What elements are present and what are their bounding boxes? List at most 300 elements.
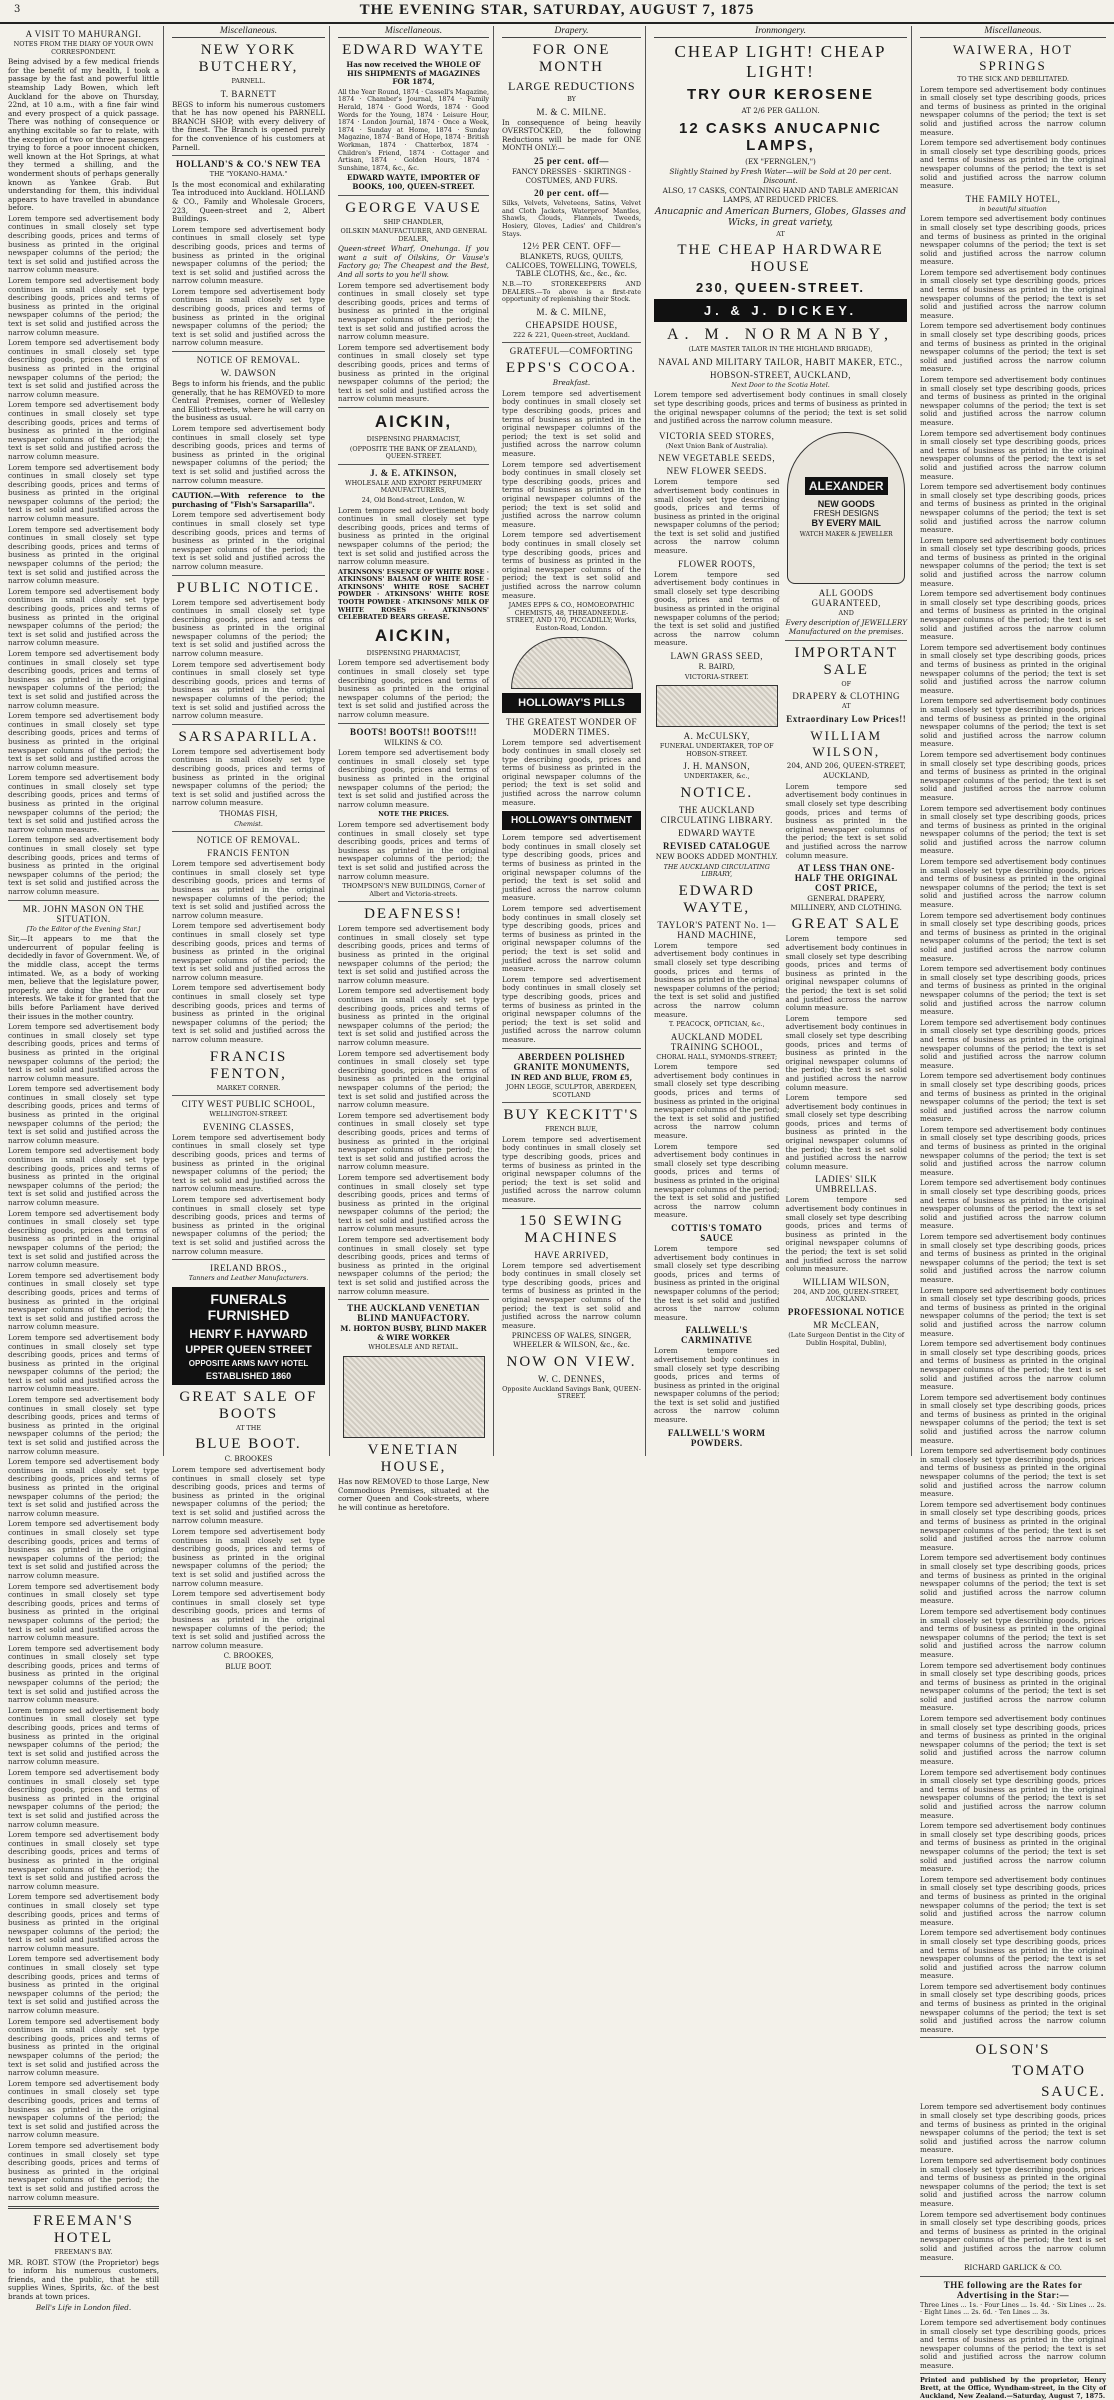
ad-body-continued: Lorem tempore sed advertisement body continues in small closely set type describing goods, prices and terms of business as printed in the original newspaper columns of the period; the text is set solid and justified across the narrow column measure. bbox=[172, 1527, 325, 1588]
ad-body-continued: Lorem tempore sed advertisement body continues in small closely set type describing goods, prices and terms of business as printed in the original newspaper columns of the period; the text is set solid and justified across the narrow column measure. bbox=[654, 1062, 780, 1141]
ad-body-continued: Lorem tempore sed advertisement body continues in small closely set type describing goods, prices and terms of business as printed in the original newspaper columns of the period; the text is set solid and justified across the narrow column measure. bbox=[920, 803, 1106, 856]
ad-body-continued: Lorem tempore sed advertisement body continues in small closely set type describing goods, prices and terms of business as printed in the original newspaper columns of the period; the text is set solid and justified across the narrow column measure. bbox=[920, 1285, 1106, 1338]
article-body-continued: Lorem tempore sed advertisement body continues in small closely set type describing goods, prices and terms of business as printed in the original newspaper columns of the period; the text is set solid and justified across the narrow column measure. bbox=[8, 524, 159, 586]
ad-address: THOMPSON'S NEW BUILDINGS, Corner of Albert and Victoria-streets. bbox=[342, 882, 485, 898]
ad-name: W. DAWSON bbox=[220, 368, 277, 379]
ad-subtitle: AT THE bbox=[235, 1423, 262, 1432]
ad-body-continued: Lorem tempore sed advertisement body continues in small closely set type describing goods, prices and terms of business as printed in the original newspaper columns of the period; the text is set solid and justified across the narrow column measure. bbox=[338, 986, 489, 1047]
ad-name: R. BAIRD, bbox=[698, 662, 735, 671]
ad-edward-wayte-2: EDWARD WAYTE, bbox=[678, 882, 755, 916]
ad-body-continued: Lorem tempore sed advertisement body continues in small closely set type describing goods, prices and terms of business as printed in the original newspaper columns of the period; the text is set solid and justified across the narrow column measure. bbox=[920, 857, 1106, 910]
ad-body-continued: Lorem tempore sed advertisement body continues in small closely set type describing goods, prices and terms of business as printed in the original newspaper columns of the period; the text is set solid and justified across the narrow column measure. bbox=[920, 2102, 1106, 2155]
ad-william-wilson-2: WILLIAM WILSON, bbox=[802, 1276, 890, 1287]
ad-body-continued: Lorem tempore sed advertisement body continues in small closely set type describing goods, prices and terms of business as printed in the original newspaper columns of the period; the text is set solid and justified across the narrow column measure. bbox=[920, 214, 1106, 267]
ad-body-continued: Lorem tempore sed advertisement body continues in small closely set type describing goods, prices and terms of business as printed in the original newspaper columns of the period; the text is set solid and justified across the narrow column measure. bbox=[920, 428, 1106, 481]
ad-body-continued: Lorem tempore sed advertisement body continues in small closely set type describing goods, prices and terms of business as printed in the original newspaper columns of the period; the text is set solid and justified across the narrow column measure. bbox=[172, 597, 325, 659]
ad-holloways-ointment: HOLLOWAY'S OINTMENT bbox=[502, 811, 641, 830]
ad-magazine-list: All the Year Round, 1874 · Cassell's Magazine, 1874 · Chamber's Journal, 1874 · Family Herald, 1874 · Good Words, 1874 · Good Words for the Young, 1874 · Leisure Hour, 1874 · London Journal, 1874 · Once a Week, 1874 · Sunday at Home, 1874 · Sunday Magazine, 1874 · Band of Hope, 1874 · British Workman, 1874 · Chatterbox, 1874 · Children's Friend, 1874 · Cottager and Artisan, 1874 · Golden Hours, 1874 · Sunshine, 1874, &c., &c. bbox=[338, 87, 489, 172]
ad-body-continued: Lorem tempore sed advertisement body continues in small closely set type describing goods, prices and terms of business as printed in the original newspaper columns of the period; the text is set solid and justified across the narrow column measure. bbox=[920, 375, 1106, 427]
ad-items-12: BLANKETS, RUGS, QUILTS, CALICOES, TOWELLING, TOWELS, TABLE CLOTHS, &c., &c., &c. bbox=[505, 252, 638, 279]
ad-body-continued: Lorem tempore sed advertisement body continues in small closely set type describing goods, prices and terms of business as printed in the original newspaper columns of the period; the text is set solid and justified across the narrow column measure. bbox=[920, 321, 1106, 374]
ad-large-reductions: LARGE REDUCTIONS bbox=[508, 79, 635, 93]
ad-body-continued: Lorem tempore sed advertisement body continues in small closely set type describing goods, prices and terms of business as printed in the original newspaper columns of the period; the text is set solid and justified across the narrow column measure. bbox=[172, 1589, 325, 1650]
ad-try-kerosene: TRY OUR KEROSENE bbox=[686, 86, 875, 103]
article-body-continued: Lorem tempore sed advertisement body continues in small closely set type describing goods, prices and terms of business as printed in the original newspaper columns of the period; the text is set solid and justified across the narrow column measure. bbox=[8, 586, 159, 648]
ad-important-sale: IMPORTANT SALE bbox=[794, 644, 898, 678]
article-2-subtitle: [To the Editor of the Evening Star.] bbox=[26, 924, 141, 933]
ad-at: AT bbox=[776, 229, 785, 238]
ad-library: THE AUCKLAND CIRCULATING LIBRARY. bbox=[660, 804, 773, 825]
ad-tomato: TOMATO bbox=[1012, 2063, 1086, 2080]
ad-blue-boot: BLUE BOOT. bbox=[195, 1436, 302, 1453]
ad-body-continued: Lorem tempore sed advertisement body continues in small closely set type describing goods, prices and terms of business as printed in the original newspaper columns of the period; the text is set solid and justified across the narrow column measure. bbox=[785, 1093, 907, 1171]
article-2-body-continued: Lorem tempore sed advertisement body continues in small closely set type describing goods, prices and terms of business as printed in the original newspaper columns of the period; the text is set solid and justified across the narrow column measure. bbox=[8, 2078, 159, 2140]
ad-name: EDWARD WAYTE bbox=[678, 827, 756, 838]
ad-body-continued: Lorem tempore sed advertisement body continues in small closely set type describing goods, prices and terms of business as printed in the original newspaper columns of the period; the text is set solid and justified across the narrow column measure. bbox=[920, 1767, 1106, 1820]
ad-body-continued: Lorem tempore sed advertisement body continues in small closely set type describing goods, prices and terms of business as printed in the original newspaper columns of the period; the text is set solid and justified across the narrow column measure. bbox=[920, 1392, 1106, 1445]
article-2-body-continued: Lorem tempore sed advertisement body continues in small closely set type describing goods, prices and terms of business as printed in the original newspaper columns of the period; the text is set solid and justified across the narrow column measure. bbox=[8, 1768, 159, 1829]
ad-name: WILKINS & CO. bbox=[384, 737, 443, 747]
ad-body-continued: Lorem tempore sed advertisement body continues in small closely set type describing goods, prices and terms of business as printed in the original newspaper columns of the period; the text is set solid and justified across the narrow column measure. bbox=[338, 1048, 489, 1110]
ad-body-continued: Lorem tempore sed advertisement body continues in small closely set type describing goods, prices and terms of business as printed in the original newspaper columns of the period; the text is set solid and justified across the narrow column measure. bbox=[920, 1928, 1106, 1981]
ad-william-wilson: WILLIAM WILSON, bbox=[810, 727, 883, 759]
ad-jewellery: Every description of JEWELLERY Manufactured on the premises. bbox=[785, 618, 907, 636]
ad-slightly-stained: Slightly Stained by Fresh Water—will be Sold at 20 per cent. Discount. bbox=[669, 167, 892, 185]
ad-aickin: AICKIN, bbox=[374, 411, 453, 431]
emblem-new-goods: NEW GOODS bbox=[817, 499, 875, 510]
ad-burners-wicks: Anucapnic and American Burners, Globes, Glasses and Wicks, in great variety, bbox=[654, 206, 906, 228]
ad-footer-sub: BLUE BOOT. bbox=[225, 1661, 272, 1671]
ad-body-continued: Lorem tempore sed advertisement body continues in small closely set type describing goods, prices and terms of business as printed in the original newspaper columns of the period; the text is set solid and justified across the narrow column measure. bbox=[172, 983, 325, 1045]
ad-body-continued: Lorem tempore sed advertisement body continues in small closely set type describing goods, prices and terms of business as printed in the original newspaper columns of the period; the text is set solid and justified across the narrow column measure. bbox=[654, 390, 907, 426]
ad-name: M. & C. MILNE, bbox=[536, 306, 607, 317]
ad-body: Begs to inform his friends, and the public generally, that he has REMOVED to more Central Premises, corner of Wellesley and Elliott-streets, where he will carry on the business as usual. bbox=[172, 379, 325, 423]
article-2-body-continued: Lorem tempore sed advertisement body continues in small closely set type describing goods, prices and terms of business as printed in the original newspaper columns of the period; the text is set solid and justified across the narrow column measure. bbox=[8, 1332, 159, 1394]
ad-address: VICTORIA-STREET. bbox=[684, 672, 749, 681]
emblem-watch-maker: WATCH MAKER & JEWELLER bbox=[799, 531, 893, 539]
ad-by: BY bbox=[567, 95, 576, 103]
ad-half-cost: AT LESS THAN ONE-HALF THE ORIGINAL COST PRICE, bbox=[794, 863, 898, 894]
ad-body: BEGS to inform his numerous customers that he has now opened his PARNELL BRANCH SHOP, with every delivery of the finest. The Branch is opened purely for the convenience of his customers at Parnell. bbox=[172, 99, 325, 152]
split-right bbox=[785, 428, 907, 1450]
ad-body-continued: Lorem tempore sed advertisement body continues in small closely set type describing goods, prices and terms of business as printed in the original newspaper columns of the period; the text is set solid and justified across the narrow column measure. bbox=[338, 1110, 489, 1172]
ad-flower-seeds: NEW FLOWER SEEDS. bbox=[666, 466, 767, 477]
ad-professional-notice: PROFESSIONAL NOTICE bbox=[787, 1306, 905, 1317]
ad-address: EDWARD WAYTE, IMPORTER OF BOOKS, 100, QUEEN-STREET. bbox=[347, 173, 480, 191]
ad-subtitle: (Next Union Bank of Australia). bbox=[665, 441, 768, 450]
ad-funerals-address: UPPER QUEEN STREET bbox=[185, 1343, 312, 1356]
ad-family-hotel: THE FAMILY HOTEL, bbox=[965, 193, 1061, 204]
ad-public-notice: PUBLIC NOTICE. bbox=[176, 579, 321, 596]
ad-american-lamps: ALSO, 17 CASKS, CONTAINING HAND AND TABLE AMERICAN LAMPS, AT REDUCED PRICES. bbox=[662, 186, 899, 204]
ad-name: FRANCIS FENTON bbox=[207, 848, 290, 859]
ad-sauce: SAUCE. bbox=[1041, 2084, 1106, 2101]
ad-evening-classes: EVENING CLASSES, bbox=[202, 1121, 294, 1132]
ad-flower-roots: FLOWER ROOTS, bbox=[677, 558, 756, 569]
ad-francis-fenton: FRANCIS FENTON, bbox=[209, 1048, 288, 1082]
ad-rates: THE following are the Rates for Advertising in the Star:— bbox=[943, 2279, 1083, 2300]
ad-edward-wayte: EDWARD WAYTE bbox=[342, 42, 485, 58]
ad-address: JAMES EPPS & CO., HOMOEOPATHIC CHEMISTS, 48, THREADNEEDLE-STREET, AND 170, PICCADILLY; Works, Euston-Road, London. bbox=[506, 601, 637, 632]
ad-name: T. PEACOCK, OPTICIAN, &c., bbox=[668, 1020, 765, 1029]
ad-body-continued: Lorem tempore sed advertisement body continues in small closely set type describing goods, prices and terms of business as printed in the original newspaper columns of the period; the text is set solid and justified across the narrow column measure. bbox=[920, 2156, 1106, 2208]
column-heading: Ironmongery. bbox=[654, 26, 907, 38]
venetian-house-illustration bbox=[343, 1356, 485, 1438]
ad-now-on-view: NOW ON VIEW. bbox=[506, 1353, 637, 1370]
ad-body-continued: Lorem tempore sed advertisement body continues in small closely set type describing goods, prices and terms of business as printed in the original newspaper columns of the period; the text is set solid and justified across the narrow column measure. bbox=[920, 1446, 1106, 1499]
ad-subtitle: FRENCH BLUE, bbox=[545, 1125, 598, 1134]
page-number: 3 bbox=[14, 4, 21, 15]
ad-of: OF bbox=[841, 679, 852, 688]
footer-note: Bell's Life in London filed. bbox=[35, 2302, 132, 2312]
ad-name: M. & C. MILNE. bbox=[536, 106, 607, 117]
ad-new-york-butchery: NEW YORK BUTCHERY, bbox=[198, 42, 299, 75]
ad-body-continued: Lorem tempore sed advertisement body continues in small closely set type describing goods, prices and terms of business as printed in the original newspaper columns of the period; the text is set solid and justified across the narrow column measure. bbox=[654, 477, 780, 556]
ad-normanby: A. M. NORMANBY, bbox=[666, 326, 895, 344]
ad-body-continued: Lorem tempore sed advertisement body continues in small closely set type describing goods, prices and terms of business as printed in the original newspaper columns of the period; the text is set solid and justified across the narrow column measure. bbox=[920, 2209, 1106, 2262]
ad-j-j-dickey: J. & J. DICKEY. bbox=[654, 299, 907, 322]
ad-body-continued: Lorem tempore sed advertisement body continues in small closely set type describing goods, prices and terms of business as printed in the original newspaper columns of the period; the text is set solid and justified across the narrow column measure. bbox=[920, 1660, 1106, 1713]
column-5 bbox=[650, 26, 912, 1456]
ad-body-continued: Lorem tempore sed advertisement body continues in small closely set type describing goods, prices and terms of business as printed in the original newspaper columns of the period; the text is set solid and justified across the narrow column measure. bbox=[785, 934, 907, 1013]
ad-address-2: 222 & 221, Queen-street, Auckland. bbox=[513, 330, 630, 339]
ad-body-continued: Lorem tempore sed advertisement body continues in small closely set type describing goods, prices and terms of business as printed in the original newspaper columns of the period; the text is set solid and justified across the narrow column measure. bbox=[920, 1017, 1106, 1070]
ad-body-continued: Lorem tempore sed advertisement body continues in small closely set type describing goods, prices and terms of business as printed in the original newspaper columns of the period; the text is set solid and justified across the narrow column measure. bbox=[502, 974, 641, 1044]
ad-body: Is the most economical and exhilarating Tea introduced into Auckland. HOLLAND & CO., Family and Wholesale Grocers, 223, Queen-street and 2, Albert Buildings. bbox=[172, 179, 325, 224]
ad-body-continued: Lorem tempore sed advertisement body continues in small closely set type describing goods, prices and terms of business as printed in the original newspaper columns of the period; the text is set solid and justified across the narrow column measure. bbox=[172, 1194, 325, 1256]
ad-body-continued: Lorem tempore sed advertisement body continues in small closely set type describing goods, prices and terms of business as printed in the original newspaper columns of the period; the text is set solid and justified across the narrow column measure. bbox=[338, 1172, 489, 1234]
ad-name: THOMAS FISH, bbox=[219, 808, 278, 818]
ad-product-list: ATKINSONS' ESSENCE OF WHITE ROSE · ATKINSONS' BALSAM OF WHITE ROSE · ATKINSONS' WHITE ROSE SACHET POWDER · ATKINSONS' WHITE ROSE TOOTH POWDER · ATKINSONS' MILK OF WHITE ROSES · ATKINSONS' CELEBRATED BEARS GREASE. bbox=[338, 567, 489, 622]
column-heading: Miscellaneous. bbox=[338, 26, 489, 38]
article-body-continued: Lorem tempore sed advertisement body continues in small closely set type describing goods, prices and terms of business as printed in the original newspaper columns of the period; the text is set solid and justified across the narrow column measure. bbox=[8, 462, 159, 524]
ad-great-sale-boots: GREAT SALE OF BOOTS bbox=[179, 1388, 318, 1422]
ad-body-continued: Lorem tempore sed advertisement body continues in small closely set type describing goods, prices and terms of business as printed in the original newspaper columns of the period; the text is set solid and justified across the narrow column measure. bbox=[920, 1714, 1106, 1767]
ad-manson: J. H. MANSON, bbox=[683, 761, 751, 772]
ad-kerosene-price: AT 2/6 PER GALLON. bbox=[741, 106, 820, 115]
ad-freemans-hotel-body: MR. ROBT. STOW (the Proprietor) begs to inform his numerous customers, friends, and the public, that he still supplies Wines, Spirits, &c. of the best brands at town prices. bbox=[8, 2257, 159, 2302]
ad-body-continued: Lorem tempore sed advertisement body continues in small closely set type describing goods, prices and terms of business as printed in the original newspaper columns of the period; the text is set solid and justified across the narrow column measure. bbox=[920, 267, 1106, 320]
ad-body-continued: Lorem tempore sed advertisement body continues in small closely set type describing goods, prices and terms of business as printed in the original newspaper columns of the period; the text is set solid and justified across the narrow column measure. bbox=[920, 1178, 1106, 1231]
ad-body-continued: Lorem tempore sed advertisement body continues in small closely set type describing goods, prices and terms of business as printed in the original newspaper columns of the period; the text is set solid and justified across the narrow column measure. bbox=[338, 924, 489, 985]
ad-breakfast: Breakfast. bbox=[552, 378, 591, 388]
ad-subtitle: WHOLESALE AND EXPORT PERFUMERY MANUFACTURERS, bbox=[345, 478, 482, 495]
ad-new-books: NEW BOOKS ADDED MONTHLY. bbox=[655, 851, 778, 861]
ad-anucapnic-lamps: 12 CASKS ANUCAPNIC LAMPS, bbox=[679, 119, 882, 154]
article-2-title: MR. JOHN MASON ON THE SITUATION. bbox=[22, 903, 145, 924]
ad-body-continued: Lorem tempore sed advertisement body continues in small closely set type describing goods, prices and terms of business as printed in the original newspaper columns of the period; the text is set solid and justified across the narrow column measure. bbox=[920, 1874, 1106, 1927]
ad-body-continued: Lorem tempore sed advertisement body continues in small closely set type describing goods, prices and terms of business as printed in the original newspaper columns of the period; the text is set solid and justified across the narrow column measure. bbox=[920, 1606, 1106, 1659]
ad-sewing-machines: 150 SEWING MACHINES bbox=[519, 1212, 624, 1246]
ad-cheap-light: CHEAP LIGHT! CHEAP LIGHT! bbox=[674, 42, 887, 81]
ad-discount-12: 12½ PER CENT. OFF— bbox=[522, 241, 621, 252]
split-left bbox=[654, 428, 779, 1450]
ad-body-continued: Lorem tempore sed advertisement body continues in small closely set type describing goods, prices and terms of business as printed in the original newspaper columns of the period; the text is set solid and justified across the narrow column measure. bbox=[654, 1141, 780, 1220]
article-2-body-continued: Lorem tempore sed advertisement body continues in small closely set type describing goods, prices and terms of business as printed in the original newspaper columns of the period; the text is set solid and justified across the narrow column measure. bbox=[8, 1146, 159, 1207]
article-2-body-continued: Lorem tempore sed advertisement body continues in small closely set type describing goods, prices and terms of business as printed in the original newspaper columns of the period; the text is set solid and justified across the narrow column measure. bbox=[8, 1270, 159, 1332]
article-2-body-continued: Lorem tempore sed advertisement body continues in small closely set type describing goods, prices and terms of business as printed in the original newspaper columns of the period; the text is set solid and justified across the narrow column measure. bbox=[8, 1519, 159, 1580]
ad-address: CHEAPSIDE HOUSE, bbox=[525, 319, 618, 330]
ad-body-continued: Lorem tempore sed advertisement body continues in small closely set type describing goods, prices and terms of business as printed in the original newspaper columns of the period; the text is set solid and justified across the narrow column measure. bbox=[172, 510, 325, 571]
ad-body-continued: Lorem tempore sed advertisement body continues in small closely set type describing goods, prices and terms of business as printed in the original newspaper columns of the period; the text is set solid and justified across the narrow column measure. bbox=[920, 1821, 1106, 1874]
ad-drapery-clothing: DRAPERY & CLOTHING bbox=[792, 691, 901, 702]
ad-name: JOHN LEGGE, SCULPTOR, ABERDEEN, SCOTLAND bbox=[506, 1083, 637, 1099]
article-2-body: Sir,—It appears to me that the undercurrent of popular feeling is decidedly in favor of Government. We, of the middle class, accept the terms intimated. We, as a body of working men, believe that the legislature power, properly, are doing the best for our interests. We take it for granted that the bills before Parliament have derived their issues in the mother country. bbox=[8, 934, 159, 1021]
article-body-continued: Lorem tempore sed advertisement body continues in small closely set type describing goods, prices and terms of business as printed in the original newspaper columns of the period; the text is set solid and justified across the narrow column measure. bbox=[8, 213, 159, 275]
ad-body-continued: Lorem tempore sed advertisement body continues in small closely set type describing goods, prices and terms of business as printed in the original newspaper columns of the period; the text is set solid and justified across the narrow column measure. bbox=[920, 2317, 1106, 2370]
ad-ex-fernglen: (EX "FERNGLEN,") bbox=[745, 156, 816, 166]
ad-body-continued: Lorem tempore sed advertisement body continues in small closely set type describing goods, prices and terms of business as printed in the original newspaper columns of the period; the text is set solid and justified across the narrow column measure. bbox=[920, 1981, 1106, 2034]
ad-notice-removal-fenton: NOTICE OF REMOVAL. bbox=[196, 835, 301, 846]
ad-venetian-blind: THE AUCKLAND VENETIAN BLIND MANUFACTORY. bbox=[347, 1303, 480, 1324]
ad-silk-umbrellas: LADIES' SILK UMBRELLAS. bbox=[815, 1174, 878, 1195]
ad-body-continued: Lorem tempore sed advertisement body continues in small closely set type describing goods, prices and terms of business as printed in the original newspaper columns of the period; the text is set solid and justified across the narrow column measure. bbox=[654, 569, 780, 648]
ad-hardware-address: 230, QUEEN-STREET. bbox=[696, 280, 865, 296]
ad-ireland-bros: IRELAND BROS., bbox=[210, 1263, 287, 1274]
ad-funerals-established: ESTABLISHED 1860 bbox=[205, 1370, 292, 1381]
ad-body-continued: Lorem tempore sed advertisement body continues in small closely set type describing goods, prices and terms of business as printed in the original newspaper columns of the period; the text is set solid and justified across the narrow column measure. bbox=[338, 658, 489, 719]
ad-body-continued: Lorem tempore sed advertisement body continues in small closely set type describing goods, prices and terms of business as printed in the original newspaper columns of the period; the text is set solid and justified across the narrow column measure. bbox=[172, 1464, 325, 1526]
ad-body-continued: Lorem tempore sed advertisement body continues in small closely set type describing goods, prices and terms of business as printed in the original newspaper columns of the period; the text is set solid and justified across the narrow column measure. bbox=[920, 84, 1106, 137]
ad-freemans-hotel-sub: FREEMAN'S BAY. bbox=[54, 2248, 113, 2257]
ad-machine-list: PRINCESS OF WALES, SINGER, WHEELER & WILSON, &c., &c. bbox=[511, 1331, 632, 1349]
article-2-body-continued: Lorem tempore sed advertisement body continues in small closely set type describing goods, prices and terms of business as printed in the original newspaper columns of the period; the text is set solid and justified across the narrow column measure. bbox=[8, 1208, 159, 1270]
ad-body-continued: Lorem tempore sed advertisement body continues in small closely set type describing goods, prices and terms of business as printed in the original newspaper columns of the period; the text is set solid and justified across the narrow column measure. bbox=[502, 1134, 641, 1205]
ad-subtitle: TO THE SICK AND DEBILITATED. bbox=[957, 75, 1069, 83]
ad-model-training-school: AUCKLAND MODEL TRAINING SCHOOL, bbox=[670, 1031, 763, 1052]
column-heading: Drapery. bbox=[502, 26, 641, 38]
imprint: Printed and published by the proprietor, Henry Brett, at the Office, Wyndham-street, in the City of Auckland, New Zealand.—Saturday, August 7, 1875. bbox=[920, 2376, 1106, 2400]
ad-body-continued: Lorem tempore sed advertisement body continues in small closely set type describing goods, prices and terms of business as printed in the original newspaper columns of the period; the text is set solid and justified across the narrow column measure. bbox=[920, 535, 1106, 588]
column-2 bbox=[168, 26, 330, 1671]
ad-name: W. C. DENNES, bbox=[538, 1373, 605, 1384]
ad-epps-cocoa: EPPS'S COCOA. bbox=[505, 360, 638, 377]
column-4 bbox=[498, 26, 646, 1456]
article-title: A VISIT TO MAHURANGI. bbox=[25, 29, 142, 39]
ad-taylors-patent: TAYLOR'S PATENT No. 1—HAND MACHINE, bbox=[657, 919, 777, 940]
article-2-body-continued: Lorem tempore sed advertisement body continues in small closely set type describing goods, prices and terms of business as printed in the original newspaper columns of the period; the text is set solid and justified across the narrow column measure. bbox=[8, 1954, 159, 2016]
split-section bbox=[654, 428, 907, 1450]
ad-body-continued: Lorem tempore sed advertisement body continues in small closely set type describing goods, prices and terms of business as printed in the original newspaper columns of the period; the text is set solid and justified across the narrow column measure. bbox=[172, 659, 325, 721]
ad-subtitle: MARKET CORNER. bbox=[216, 1083, 281, 1092]
ad-role: Chemist. bbox=[234, 819, 263, 828]
ad-subtitle: WHOLESALE AND RETAIL. bbox=[368, 1343, 459, 1352]
article-2-body-continued: Lorem tempore sed advertisement body continues in small closely set type describing goods, prices and terms of business as printed in the original newspaper columns of the period; the text is set solid and justified across the narrow column measure. bbox=[8, 1705, 159, 1767]
ad-tailor: NAVAL AND MILITARY TAILOR, HABIT MAKER, ETC., bbox=[658, 356, 903, 367]
ad-address: 204, AND 206, QUEEN-STREET, AUCKLAND. bbox=[793, 1287, 900, 1304]
article-2-body-continued: Lorem tempore sed advertisement body continues in small closely set type describing goods, prices and terms of business as printed in the original newspaper columns of the period; the text is set solid and justified across the narrow column measure. bbox=[8, 1643, 159, 1705]
article-2-body-continued: Lorem tempore sed advertisement body continues in small closely set type describing goods, prices and terms of business as printed in the original newspaper columns of the period; the text is set solid and justified across the narrow column measure. bbox=[8, 1084, 159, 1145]
ad-subtitle: DISPENSING PHARMACIST, bbox=[366, 434, 461, 443]
ad-body-continued: Lorem tempore sed advertisement body continues in small closely set type describing goods, prices and terms of business as printed in the original newspaper columns of the period; the text is set solid and justified across the narrow column measure. bbox=[920, 749, 1106, 802]
article-body-continued: Lorem tempore sed advertisement body continues in small closely set type describing goods, prices and terms of business as printed in the original newspaper columns of the period; the text is set solid and justified across the narrow column measure. bbox=[8, 711, 159, 772]
ad-subtitle: in beautiful situation bbox=[979, 204, 1047, 213]
ad-for-one-month: FOR ONE MONTH bbox=[532, 42, 611, 75]
ad-freemans-hotel: FREEMAN'S HOTEL bbox=[33, 2213, 134, 2247]
ad-olsons: OLSON'S bbox=[975, 2042, 1051, 2059]
article-body-continued: Lorem tempore sed advertisement body continues in small closely set type describing goods, prices and terms of business as printed in the original newspaper columns of the period; the text is set solid and justified across the narrow column measure. bbox=[8, 648, 159, 710]
ad-body-continued: Lorem tempore sed advertisement body continues in small closely set type describing goods, prices and terms of business as printed in the original newspaper columns of the period; the text is set solid and justified across the narrow column measure. bbox=[920, 1499, 1106, 1552]
ad-lawn-grass: LAWN GRASS SEED, bbox=[670, 651, 763, 661]
ad-name: RICHARD GARLICK & CO. bbox=[964, 2263, 1062, 2273]
ad-name: C. BROOKES bbox=[224, 1454, 273, 1464]
ad-subtitle: OILSKIN MANUFACTURER, AND GENERAL DEALER, bbox=[340, 227, 487, 243]
article-2-body-continued: Lorem tempore sed advertisement body continues in small closely set type describing goods, prices and terms of business as printed in the original newspaper columns of the period; the text is set solid and justified across the narrow column measure. bbox=[8, 1830, 159, 1891]
ad-body-continued: Lorem tempore sed advertisement body continues in small closely set type describing goods, prices and terms of business as printed in the original newspaper columns of the period; the text is set solid and justified across the narrow column measure. bbox=[920, 482, 1106, 535]
ad-discount-25: 25 per cent. off— bbox=[534, 155, 609, 166]
ad-body-continued: Lorem tempore sed advertisement body continues in small closely set type describing goods, prices and terms of business as printed in the original newspaper columns of the period; the text is set solid and justified across the narrow column measure. bbox=[654, 1243, 780, 1322]
ad-name: T. BARNETT bbox=[220, 88, 277, 99]
ad-aickin-2: AICKIN, bbox=[374, 625, 453, 645]
alexander-watch-emblem bbox=[787, 432, 905, 584]
ad-note: NOTE THE PRICES. bbox=[378, 810, 449, 819]
ad-body: In consequence of being heavily OVERSTOCKED, the following Reductions will be made for ONE MONTH ONLY:— bbox=[502, 117, 641, 153]
ad-victoria-seed-stores: VICTORIA SEED STORES, bbox=[659, 430, 775, 441]
ad-notice: NOTICE. bbox=[680, 784, 754, 801]
ad-revised-catalogue: REVISED CATALOGUE bbox=[663, 840, 771, 851]
ad-body-continued: Lorem tempore sed advertisement body continues in small closely set type describing goods, prices and terms of business as printed in the original newspaper columns of the period; the text is set solid and justified across the narrow column measure. bbox=[502, 388, 641, 459]
article-2-body-continued: Lorem tempore sed advertisement body continues in small closely set type describing goods, prices and terms of business as printed in the original newspaper columns of the period; the text is set solid and justified across the narrow column measure. bbox=[8, 1457, 159, 1518]
ad-body-continued: Lorem tempore sed advertisement body continues in small closely set type describing goods, prices and terms of business as printed in the original newspaper columns of the period; the text is set solid and justified across the narrow column measure. bbox=[920, 1124, 1106, 1177]
article-body: Being advised by a few medical friends for the benefit of my health, I took a passage by the fast and powerful little steamship Lady Bowen, which left Auckland for the above on Thursday, 22nd, at 10 a.m., with a fine fair wind and every prospect of a quick passage. There was nothing of consequence or anything excitable so far to relate, with the exception of two or three passengers trying to force a poor innocent chicken, well known at the Hot Springs, at what they termed a shilling, and the wonderment shouts of perhaps generally known as Yankee Grab. But understanding for them, this individual appears to have travelled in abundance before. bbox=[8, 57, 159, 213]
ad-body-continued: Lorem tempore sed advertisement body continues in small closely set type describing goods, prices and terms of business as printed in the original newspaper columns of the period; the text is set solid and justified across the narrow column measure. bbox=[172, 921, 325, 982]
ad-body-continued: Lorem tempore sed advertisement body continues in small closely set type describing goods, prices and terms of business as printed in the original newspaper columns of the period; the text is set solid and justified across the narrow column measure. bbox=[920, 642, 1106, 695]
ad-body-continued: Lorem tempore sed advertisement body continues in small closely set type describing goods, prices and terms of business as printed in the original newspaper columns of the period; the text is set solid and justified across the narrow column measure. bbox=[172, 746, 325, 808]
ad-body-continued: Lorem tempore sed advertisement body continues in small closely set type describing goods, prices and terms of business as printed in the original newspaper columns of the period; the text is set solid and justified across the narrow column measure. bbox=[920, 589, 1106, 642]
ad-body-continued: Lorem tempore sed advertisement body continues in small closely set type describing goods, prices and terms of business as printed in the original newspaper columns of the period; the text is set solid and justified across the narrow column measure. bbox=[920, 1071, 1106, 1124]
ad-footer-name: C. BROOKES, bbox=[223, 1651, 274, 1661]
ad-body-continued: Lorem tempore sed advertisement body continues in small closely set type describing goods, prices and terms of business as printed in the original newspaper columns of the period; the text is set solid and justified across the narrow column measure. bbox=[920, 910, 1106, 963]
ad-fallwell-worm: FALLWELL'S WORM POWDERS. bbox=[667, 1427, 766, 1448]
ad-body-continued: Lorem tempore sed advertisement body continues in small closely set type describing goods, prices and terms of business as printed in the original newspaper columns of the period; the text is set solid and justified across the narrow column measure. bbox=[920, 964, 1106, 1017]
ad-body-continued: Lorem tempore sed advertisement body continues in small closely set type describing goods, prices and terms of business as printed in the original newspaper columns of the period; the text is set solid and justified across the narrow column measure. bbox=[172, 286, 325, 348]
ad-body-continued: Lorem tempore sed advertisement body continues in small closely set type describing goods, prices and terms of business as printed in the original newspaper columns of the period; the text is set solid and justified across the narrow column measure. bbox=[502, 1260, 641, 1330]
column-7 bbox=[916, 26, 1110, 2400]
ad-subtitle: (LATE MASTER TAILOR IN THE HIGHLAND BRIGADE), bbox=[688, 345, 873, 354]
ad-body-continued: Lorem tempore sed advertisement body continues in small closely set type describing goods, prices and terms of business as printed in the original newspaper columns of the period; the text is set solid and justified across the narrow column measure. bbox=[920, 696, 1106, 749]
ad-address: HOBSON-STREET, AUCKLAND, bbox=[709, 369, 852, 380]
ad-city-west-school: CITY WEST PUBLIC SCHOOL, bbox=[181, 1099, 316, 1110]
ad-subtitle: Tanners and Leather Manufacturers. bbox=[188, 1274, 309, 1283]
ad-funerals-address-2: OPPOSITE ARMS NAVY HOTEL bbox=[188, 1358, 309, 1368]
ad-body-continued: Lorem tempore sed advertisement body continues in small closely set type describing goods, prices and terms of business as printed in the original newspaper columns of the period; the text is set solid and justified across the narrow column measure. bbox=[785, 1195, 907, 1274]
ad-rates-list: Three Lines ... 1s. · Four Lines ... 1s. 4d. · Six Lines ... 2s. · Eight Lines ... 2s. 6d. · Ten Lines ... 3s. bbox=[920, 2300, 1106, 2317]
ad-waiwera-hot-springs: WAIWERA, HOT SPRINGS bbox=[952, 42, 1074, 73]
article-2-body-continued: Lorem tempore sed advertisement body continues in small closely set type describing goods, prices and terms of business as printed in the original newspaper columns of the period; the text is set solid and justified across the narrow column measure. bbox=[8, 2140, 159, 2202]
ad-subtitle: FUNERAL UNDERTAKER, TOP OF HOBSON-STREET. bbox=[659, 742, 774, 758]
ad-fallwell-carminative: FALLWELL'S CARMINATIVE bbox=[681, 1325, 753, 1346]
ad-subtitle: (OPPOSITE THE BANK OF ZEALAND), QUEEN-STREET. bbox=[349, 444, 478, 461]
ad-body-continued: Lorem tempore sed advertisement body continues in small closely set type describing goods, prices and terms of business as printed in the original newspaper columns of the period; the text is set solid and justified across the narrow column measure. bbox=[920, 1339, 1106, 1392]
article-body-continued: Lorem tempore sed advertisement body continues in small closely set type describing goods, prices and terms of business as printed in the original newspaper columns of the period; the text is set solid and justified across the narrow column measure. bbox=[8, 773, 159, 834]
ad-funerals-name: HENRY F. HAYWARD bbox=[189, 1326, 308, 1341]
ad-subtitle: M. HORTON BUSBY, BLIND MAKER & WIRE WORKER bbox=[340, 1324, 487, 1342]
ad-boots: BOOTS! BOOTS!! BOOTS!!! bbox=[349, 726, 478, 737]
ad-all-goods-guaranteed: ALL GOODS GUARANTEED, bbox=[811, 587, 881, 608]
ad-general-drapery: GENERAL DRAPERY, MILLINERY, AND CLOTHING. bbox=[790, 894, 902, 912]
article-2-body-continued: Lorem tempore sed advertisement body continues in small closely set type describing goods, prices and terms of business as printed in the original newspaper columns of the period; the text is set solid and justified across the narrow column measure. bbox=[8, 1022, 159, 1083]
ad-subtitle: (Late Surgeon Dentist in the City of Dublin Hospital, Dublin), bbox=[788, 1330, 905, 1347]
ad-body-continued: Lorem tempore sed advertisement body continues in small closely set type describing goods, prices and terms of business as printed in the original newspaper columns of the period; the text is set solid and justified across the narrow column measure. bbox=[785, 1013, 907, 1092]
ad-body-continued: Lorem tempore sed advertisement body continues in small closely set type describing goods, prices and terms of business as printed in the original newspaper columns of the period; the text is set solid and justified across the narrow column measure. bbox=[502, 530, 641, 600]
ad-greatest-wonder: THE GREATEST WONDER OF MODERN TIMES. bbox=[506, 716, 637, 737]
ad-body-continued: Lorem tempore sed advertisement body continues in small closely set type describing goods, prices and terms of business as printed in the original newspaper columns of the period; the text is set solid and justified across the narrow column measure. bbox=[654, 940, 780, 1019]
ad-body-continued: Lorem tempore sed advertisement body continues in small closely set type describing goods, prices and terms of business as printed in the original newspaper columns of the period; the text is set solid and justified across the narrow column measure. bbox=[338, 819, 489, 881]
ad-body: Has now REMOVED to those Large, New Commodious Premises, situated at the corner Queen and Cook-streets, where he will continue as heretofore. bbox=[338, 1477, 489, 1512]
ad-library-2: THE AUCKLAND CIRCULATING LIBRARY, bbox=[663, 862, 770, 879]
ad-subtitle: SHIP CHANDLER, bbox=[383, 217, 444, 226]
ad-subtitle: PARNELL. bbox=[231, 77, 266, 85]
ad-deafness: DEAFNESS! bbox=[364, 906, 463, 923]
ad-body-continued: Lorem tempore sed advertisement body continues in small closely set type describing goods, prices and terms of business as printed in the original newspaper columns of the period; the text is set solid and justified across the narrow column measure. bbox=[172, 1132, 325, 1194]
ad-body-continued: Lorem tempore sed advertisement body continues in small closely set type describing goods, prices and terms of business as printed in the original newspaper columns of the period; the text is set solid and justified across the narrow column measure. bbox=[338, 280, 489, 342]
ad-body-continued: Lorem tempore sed advertisement body continues in small closely set type describing goods, prices and terms of business as printed in the original newspaper columns of the period; the text is set solid and justified across the narrow column measure. bbox=[172, 424, 325, 485]
ad-body-continued: Lorem tempore sed advertisement body continues in small closely set type describing goods, prices and terms of business as printed in the original newspaper columns of the period; the text is set solid and justified across the narrow column measure. bbox=[920, 138, 1106, 191]
ad-body-continued: Lorem tempore sed advertisement body continues in small closely set type describing goods, prices and terms of business as printed in the original newspaper columns of the period; the text is set solid and justified across the narrow column measure. bbox=[502, 904, 641, 974]
emblem-alexander: ALEXANDER bbox=[805, 477, 888, 495]
ad-body-continued: Lorem tempore sed advertisement body continues in small closely set type describing goods, prices and terms of business as printed in the original newspaper columns of the period; the text is set solid and justified across the narrow column measure. bbox=[338, 505, 489, 567]
ad-mcculsky: A. McCULSKY, bbox=[683, 731, 750, 742]
ad-sarsaparilla: SARSAPARILLA. bbox=[178, 728, 319, 745]
ad-body-continued: Lorem tempore sed advertisement body continues in small closely set type describing goods, prices and terms of business as printed in the original newspaper columns of the period; the text is set solid and justified across the narrow column measure. bbox=[502, 833, 641, 903]
article-body-continued: Lorem tempore sed advertisement body continues in small closely set type describing goods, prices and terms of business as printed in the original newspaper columns of the period; the text is set solid and justified across the narrow column measure. bbox=[8, 338, 159, 399]
ad-cheap-hardware-house: THE CHEAP HARDWARE HOUSE bbox=[677, 242, 884, 276]
ad-body-continued: Lorem tempore sed advertisement body continues in small closely set type describing goods, prices and terms of business as printed in the original newspaper columns of the period; the text is set solid and justified across the narrow column measure. bbox=[502, 737, 641, 807]
ad-at: AT bbox=[841, 702, 851, 711]
article-2-body-continued: Lorem tempore sed advertisement body continues in small closely set type describing goods, prices and terms of business as printed in the original newspaper columns of the period; the text is set solid and justified across the narrow column measure. bbox=[8, 1395, 159, 1456]
ad-extraordinary-low-prices: Extraordinary Low Prices!! bbox=[786, 713, 907, 724]
ad-subtitle: WELLINGTON-STREET. bbox=[209, 1110, 288, 1119]
ad-subtitle: DISPENSING PHARMACIST, bbox=[366, 648, 461, 657]
ad-body-continued: Lorem tempore sed advertisement body continues in small closely set type describing goods, prices and terms of business as printed in the original newspaper columns of the period; the text is set solid and justified across the narrow column measure. bbox=[920, 1232, 1106, 1284]
ad-aberdeen-granite: ABERDEEN POLISHED GRANITE MONUMENTS, bbox=[513, 1051, 630, 1072]
article-body-continued: Lorem tempore sed advertisement body continues in small closely set type describing goods, prices and terms of business as printed in the original newspaper columns of the period; the text is set solid and justified across the narrow column measure. bbox=[8, 400, 159, 461]
masthead-title: THE EVENING STAR, SATURDAY, AUGUST 7, 1875 bbox=[359, 2, 755, 18]
ad-body-continued: Lorem tempore sed advertisement body continues in small closely set type describing goods, prices and terms of business as printed in the original newspaper columns of the period; the text is set solid and justified across the narrow column measure. bbox=[920, 1553, 1106, 1606]
column-3 bbox=[334, 26, 494, 1512]
column-1 bbox=[4, 26, 164, 2312]
ad-body-continued: Lorem tempore sed advertisement body continues in small closely set type describing goods, prices and terms of business as printed in the original newspaper columns of the period; the text is set solid and justified across the narrow column measure. bbox=[172, 859, 325, 920]
ad-address: 24, Old Bond-street, London, W. bbox=[361, 495, 466, 504]
ad-cottis-tomato: COTTIS'S TOMATO SAUCE bbox=[671, 1222, 763, 1243]
ad-subtitle: UNDERTAKER, &c., bbox=[683, 772, 750, 781]
ad-address-2: Next Door to the Scotia Hotel. bbox=[731, 380, 830, 389]
ad-holloways-pills: HOLLOWAY'S PILLS bbox=[502, 693, 641, 713]
ad-note: N.B.—TO STOREKEEPERS AND DEALERS.—To above is a first-rate opportunity of replenishing their Stock. bbox=[502, 279, 641, 304]
article-subtitle: NOTES FROM THE DIARY OF YOUR OWN CORRESPONDENT. bbox=[13, 40, 154, 56]
article-2-body-continued: Lorem tempore sed advertisement body continues in small closely set type describing goods, prices and terms of business as printed in the original newspaper columns of the period; the text is set solid and justified across the narrow column measure. bbox=[8, 1892, 159, 1953]
ad-body-continued: Lorem tempore sed advertisement body continues in small closely set type describing goods, prices and terms of business as printed in the original newspaper columns of the period; the text is set solid and justified across the narrow column measure. bbox=[338, 342, 489, 404]
column-heading: Miscellaneous. bbox=[172, 26, 325, 38]
ad-body-continued: Lorem tempore sed advertisement body continues in small closely set type describing goods, prices and terms of business as printed in the original newspaper columns of the period; the text is set solid and justified across the narrow column measure. bbox=[785, 781, 907, 860]
ad-funerals-title: FUNERALS FURNISHED bbox=[207, 1290, 290, 1323]
ad-body-continued: Lorem tempore sed advertisement body continues in small closely set type describing goods, prices and terms of business as printed in the original newspaper columns of the period; the text is set solid and justified across the narrow column measure. bbox=[654, 1346, 780, 1425]
hearse-illustration bbox=[656, 685, 778, 727]
ad-buy-keckitts: BUY KECKITT'S bbox=[503, 1107, 640, 1124]
emblem-every-mail: BY EVERY MAIL bbox=[811, 518, 881, 529]
ad-great-sale: GREAT SALE bbox=[791, 916, 901, 933]
ad-body-continued: Lorem tempore sed advertisement body continues in small closely set type describing goods, prices and terms of business as printed in the original newspaper columns of the period; the text is set solid and justified across the narrow column measure. bbox=[502, 459, 641, 529]
ad-items-25: FANCY DRESSES · SKIRTINGS · COSTUMES, AND FURS. bbox=[511, 166, 632, 185]
ad-vegetable-seeds: NEW VEGETABLE SEEDS, bbox=[658, 453, 776, 464]
ad-discount-20: 20 per cent. off— bbox=[534, 188, 609, 199]
article-2-body-continued: Lorem tempore sed advertisement body continues in small closely set type describing goods, prices and terms of business as printed in the original newspaper columns of the period; the text is set solid and justified across the narrow column measure. bbox=[8, 1581, 159, 1643]
ad-caution: CAUTION.—With reference to the purchasing of "Fish's Sarsaparilla". bbox=[172, 491, 325, 509]
ad-auckland: AUCKLAND, bbox=[823, 771, 870, 781]
ad-venetian-house: VENETIAN HOUSE, bbox=[367, 1442, 460, 1475]
ad-atkinson: J. & E. ATKINSON, bbox=[370, 467, 457, 478]
ad-subtitle: THE "YOKANO-HAMA." bbox=[209, 170, 288, 179]
